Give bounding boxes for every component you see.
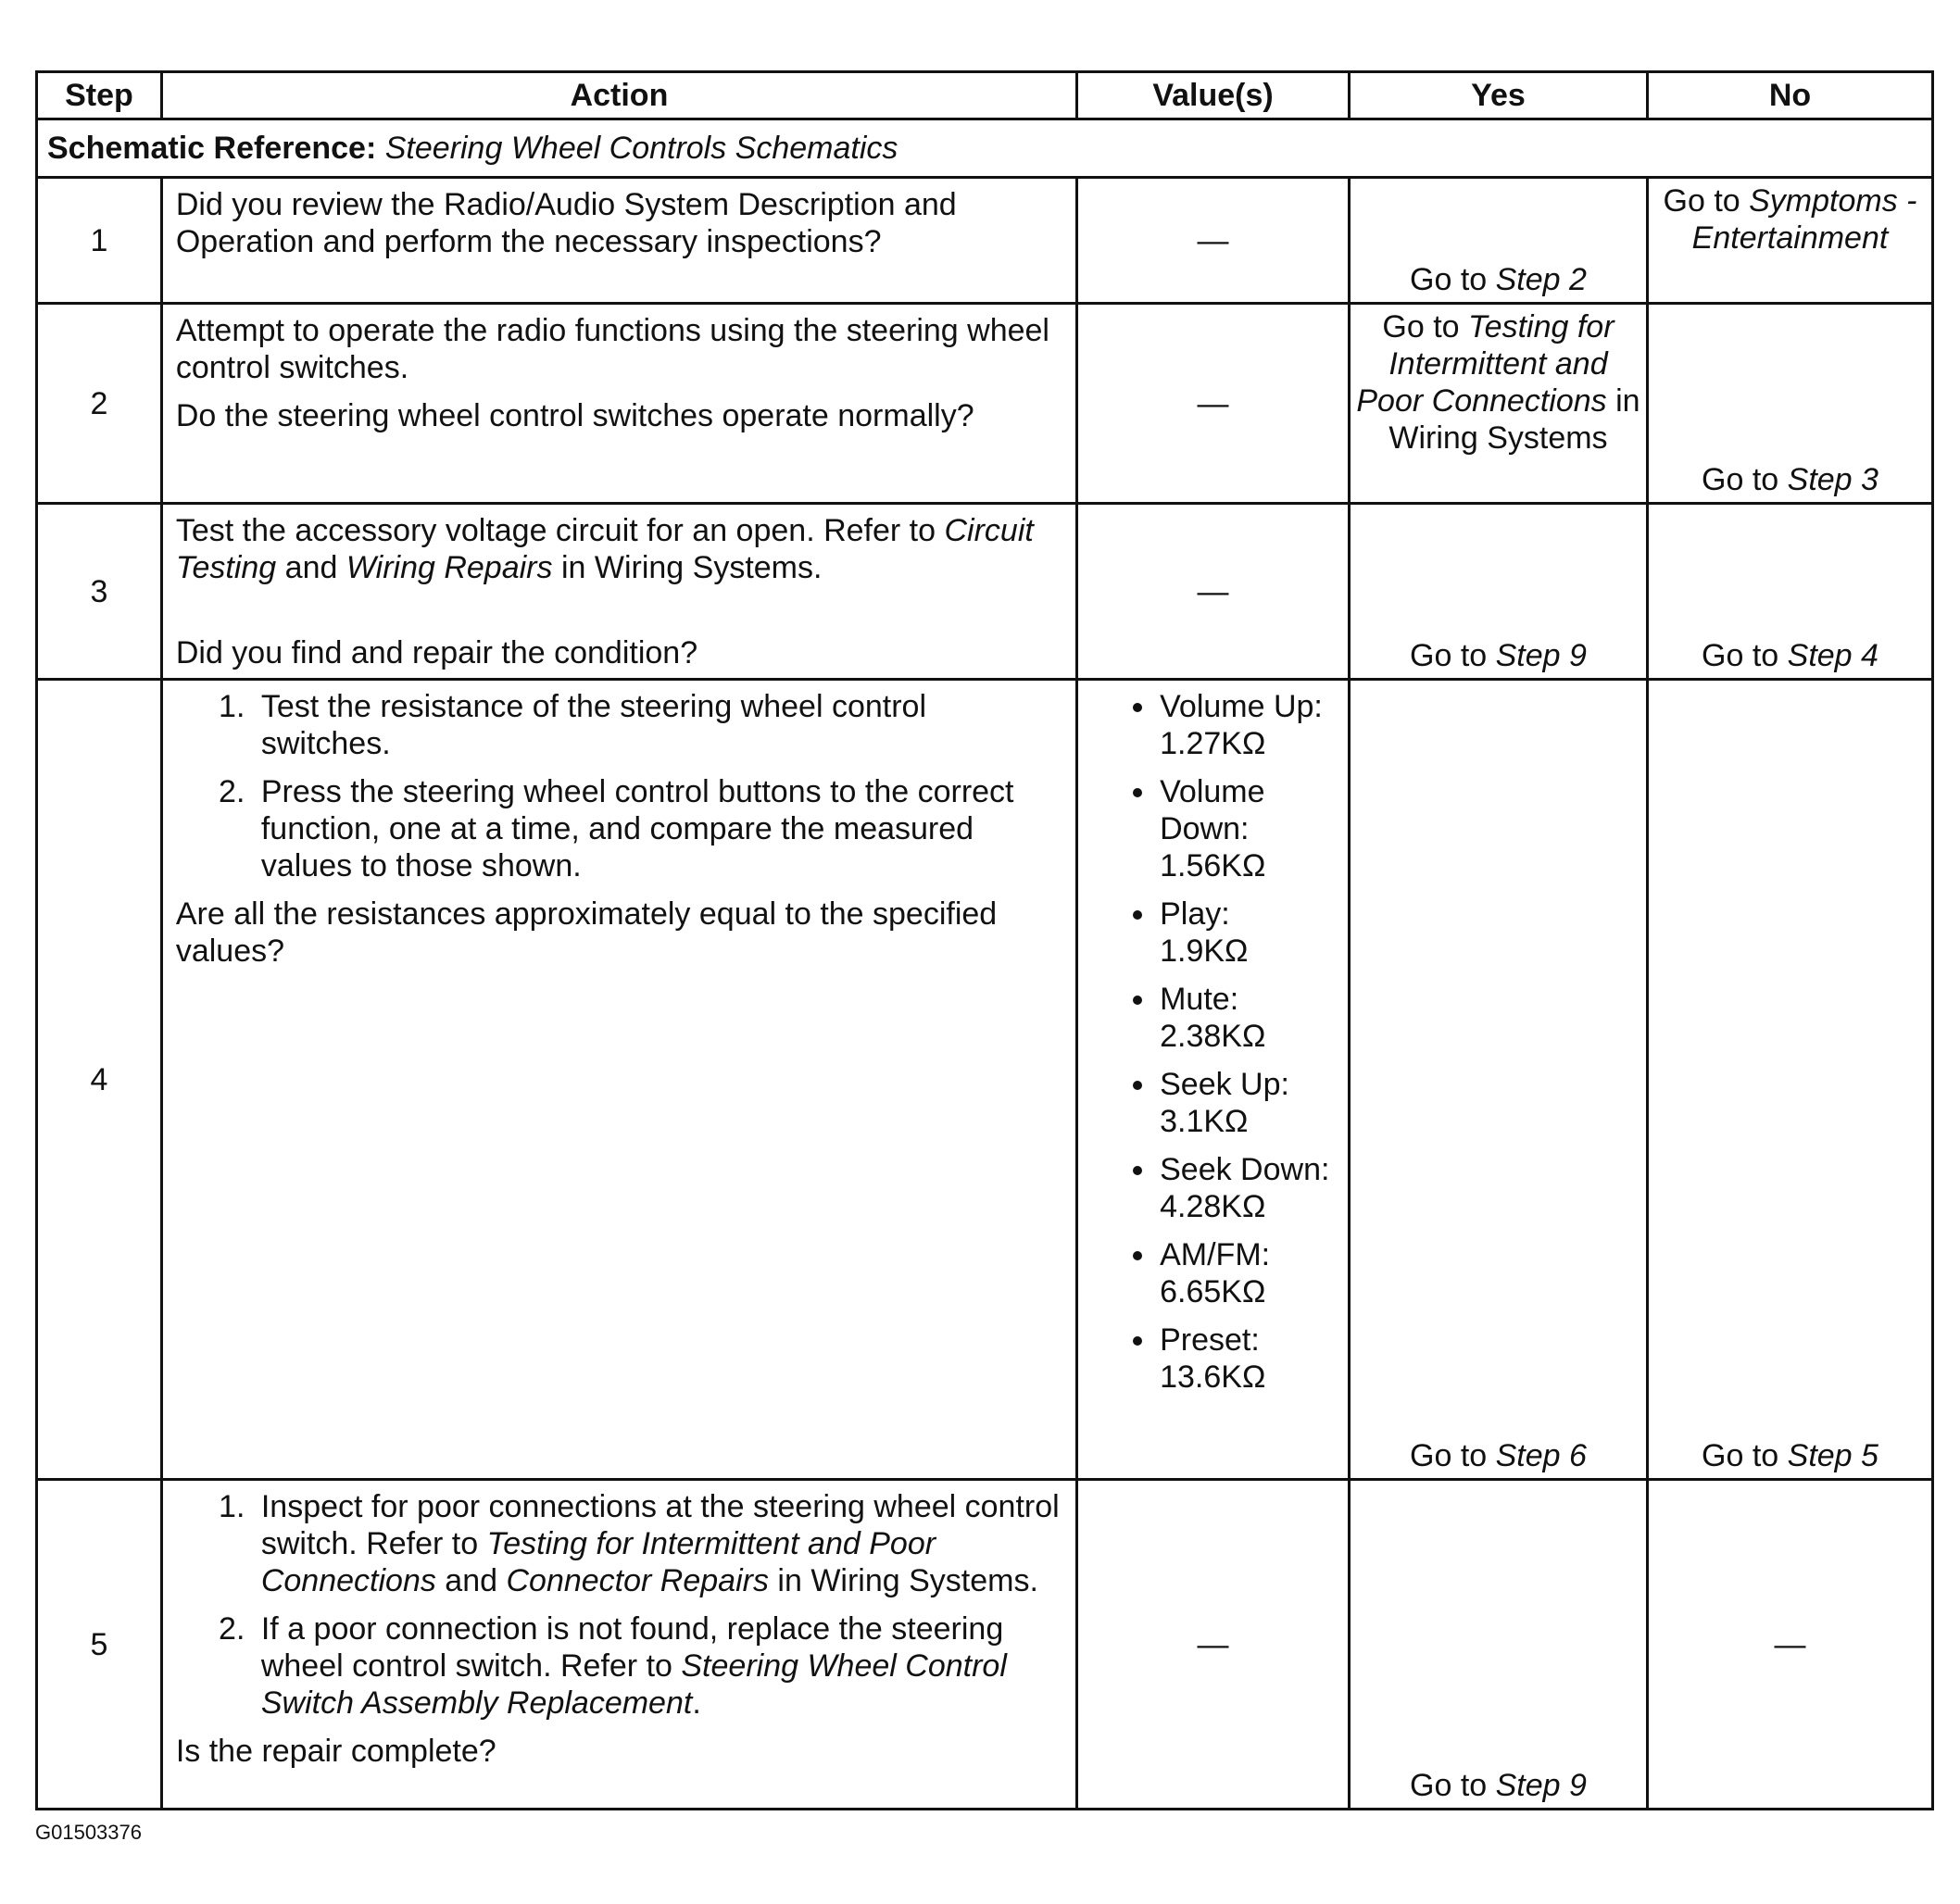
step-link[interactable]: Step 5 <box>1787 1438 1878 1473</box>
values-cell: — <box>1077 178 1350 304</box>
header-action: Action <box>161 72 1076 119</box>
action-text: Did you review the Radio/Audio System Description and Operation and perform the necessary inspections? <box>175 187 957 259</box>
yes-cell: Go to Step 6 <box>1349 680 1647 1480</box>
switch-replacement-link[interactable]: Steering Wheel Control Switch Assembly Replacement <box>260 1648 1007 1721</box>
action-steps-list <box>176 688 1062 884</box>
yes-cell: Go to Testing for Intermittent and Poor Connections in Wiring Systems <box>1349 304 1647 504</box>
step-number: 2 <box>37 304 162 504</box>
list-item: • Play: 1.9KΩ <box>1158 896 1338 970</box>
figure-id: G01503376 <box>35 1821 142 1844</box>
yes-cell: Go to Step 9 <box>1349 1480 1647 1810</box>
step-link[interactable]: Step 2 <box>1495 262 1587 297</box>
action-text: Test the accessory voltage circuit for an open. Refer to Circuit Testing and Wiring Repairs in Wiring Systems. <box>175 513 1034 585</box>
table-row <box>37 680 1933 1480</box>
values-cell: — <box>1077 304 1350 504</box>
header-no: No <box>1648 72 1933 119</box>
action-question: Did you find and repair the condition? <box>175 635 698 670</box>
list-item: 2. If a poor connection is not found, replace the steering wheel control switch. Refer to Steering Wheel Control Switch Assembly Replacement. <box>254 1610 1062 1722</box>
action-cell <box>161 304 1076 504</box>
step-link[interactable]: Step 4 <box>1787 638 1878 673</box>
action-question: Are all the resistances approximately equal to the specified values? <box>175 896 998 969</box>
testing-intermittent-link[interactable]: Testing for Intermittent and Poor Connections <box>1356 309 1614 419</box>
table-row <box>37 504 1933 680</box>
yes-cell: Go to Step 9 <box>1349 504 1647 680</box>
table-row <box>37 304 1933 504</box>
list-item: • AM/FM: 6.65KΩ <box>1158 1236 1338 1310</box>
list-item: • Volume Up: 1.27KΩ <box>1158 688 1338 762</box>
list-item: • Preset: 13.6KΩ <box>1158 1322 1338 1396</box>
step-link[interactable]: Step 9 <box>1495 1768 1587 1803</box>
wiring-repairs-link[interactable]: Wiring Repairs <box>346 550 553 585</box>
action-steps-list <box>176 1488 1062 1722</box>
values-cell: — <box>1077 504 1350 680</box>
table-row <box>37 178 1933 304</box>
testing-intermittent-link[interactable]: Testing for Intermittent and Poor Connections <box>260 1526 936 1598</box>
action-text: Attempt to operate the radio functions using the steering wheel control switches. <box>175 313 1049 385</box>
step-link[interactable]: Step 9 <box>1495 638 1587 673</box>
step-number: 5 <box>37 1480 162 1810</box>
symptoms-link[interactable]: Symptoms - Entertainment <box>1691 183 1917 256</box>
action-cell <box>161 680 1076 1480</box>
list-item: 1. Test the resistance of the steering wheel control switches. <box>254 688 1062 762</box>
step-link[interactable]: Step 3 <box>1787 462 1878 497</box>
values-cell <box>1077 680 1350 1480</box>
resistance-values-list <box>1126 688 1338 1396</box>
schematic-ref: Steering Wheel Controls Schematics <box>384 131 898 166</box>
action-question: Do the steering wheel control switches operate normally? <box>175 398 974 433</box>
no-cell: Go to Step 4 <box>1648 504 1933 680</box>
list-item: • Seek Up: 3.1KΩ <box>1158 1066 1338 1140</box>
no-cell: Go to Symptoms - Entertainment <box>1648 178 1933 304</box>
no-cell: — <box>1648 1480 1933 1810</box>
header-step: Step <box>37 72 162 119</box>
action-question: Is the repair complete? <box>175 1734 496 1769</box>
action-cell <box>161 178 1076 304</box>
action-cell <box>161 504 1076 680</box>
step-number: 3 <box>37 504 162 680</box>
schematic-reference <box>37 119 1933 178</box>
header-values: Value(s) <box>1077 72 1350 119</box>
schematic-row <box>37 119 1933 178</box>
no-cell: Go to Step 3 <box>1648 304 1933 504</box>
step-number: 1 <box>37 178 162 304</box>
header-yes: Yes <box>1349 72 1647 119</box>
list-item: • Mute: 2.38KΩ <box>1158 981 1338 1055</box>
list-item: 1. Inspect for poor connections at the steering wheel control switch. Refer to Testing for Intermittent and Poor Connections and Connector Repairs in Wiring Systems. <box>254 1488 1062 1599</box>
list-item: • Seek Down: 4.28KΩ <box>1158 1151 1338 1225</box>
list-item: • Volume Down: 1.56KΩ <box>1158 773 1338 884</box>
yes-cell: Go to Step 2 <box>1349 178 1647 304</box>
no-cell: Go to Step 5 <box>1648 680 1933 1480</box>
action-cell <box>161 1480 1076 1810</box>
list-item: 2. Press the steering wheel control buttons to the correct function, one at a time, and compare the measured values to those shown. <box>254 773 1062 884</box>
table-row <box>37 1480 1933 1810</box>
schematic-label: Schematic Reference: <box>47 131 377 166</box>
header-row <box>37 72 1933 119</box>
step-link[interactable]: Step 6 <box>1495 1438 1587 1473</box>
step-number: 4 <box>37 680 162 1480</box>
connector-repairs-link[interactable]: Connector Repairs <box>506 1563 769 1598</box>
diagnostic-table <box>35 70 1934 1810</box>
circuit-testing-link[interactable]: Circuit Testing <box>175 513 1034 585</box>
values-cell: — <box>1077 1480 1350 1810</box>
